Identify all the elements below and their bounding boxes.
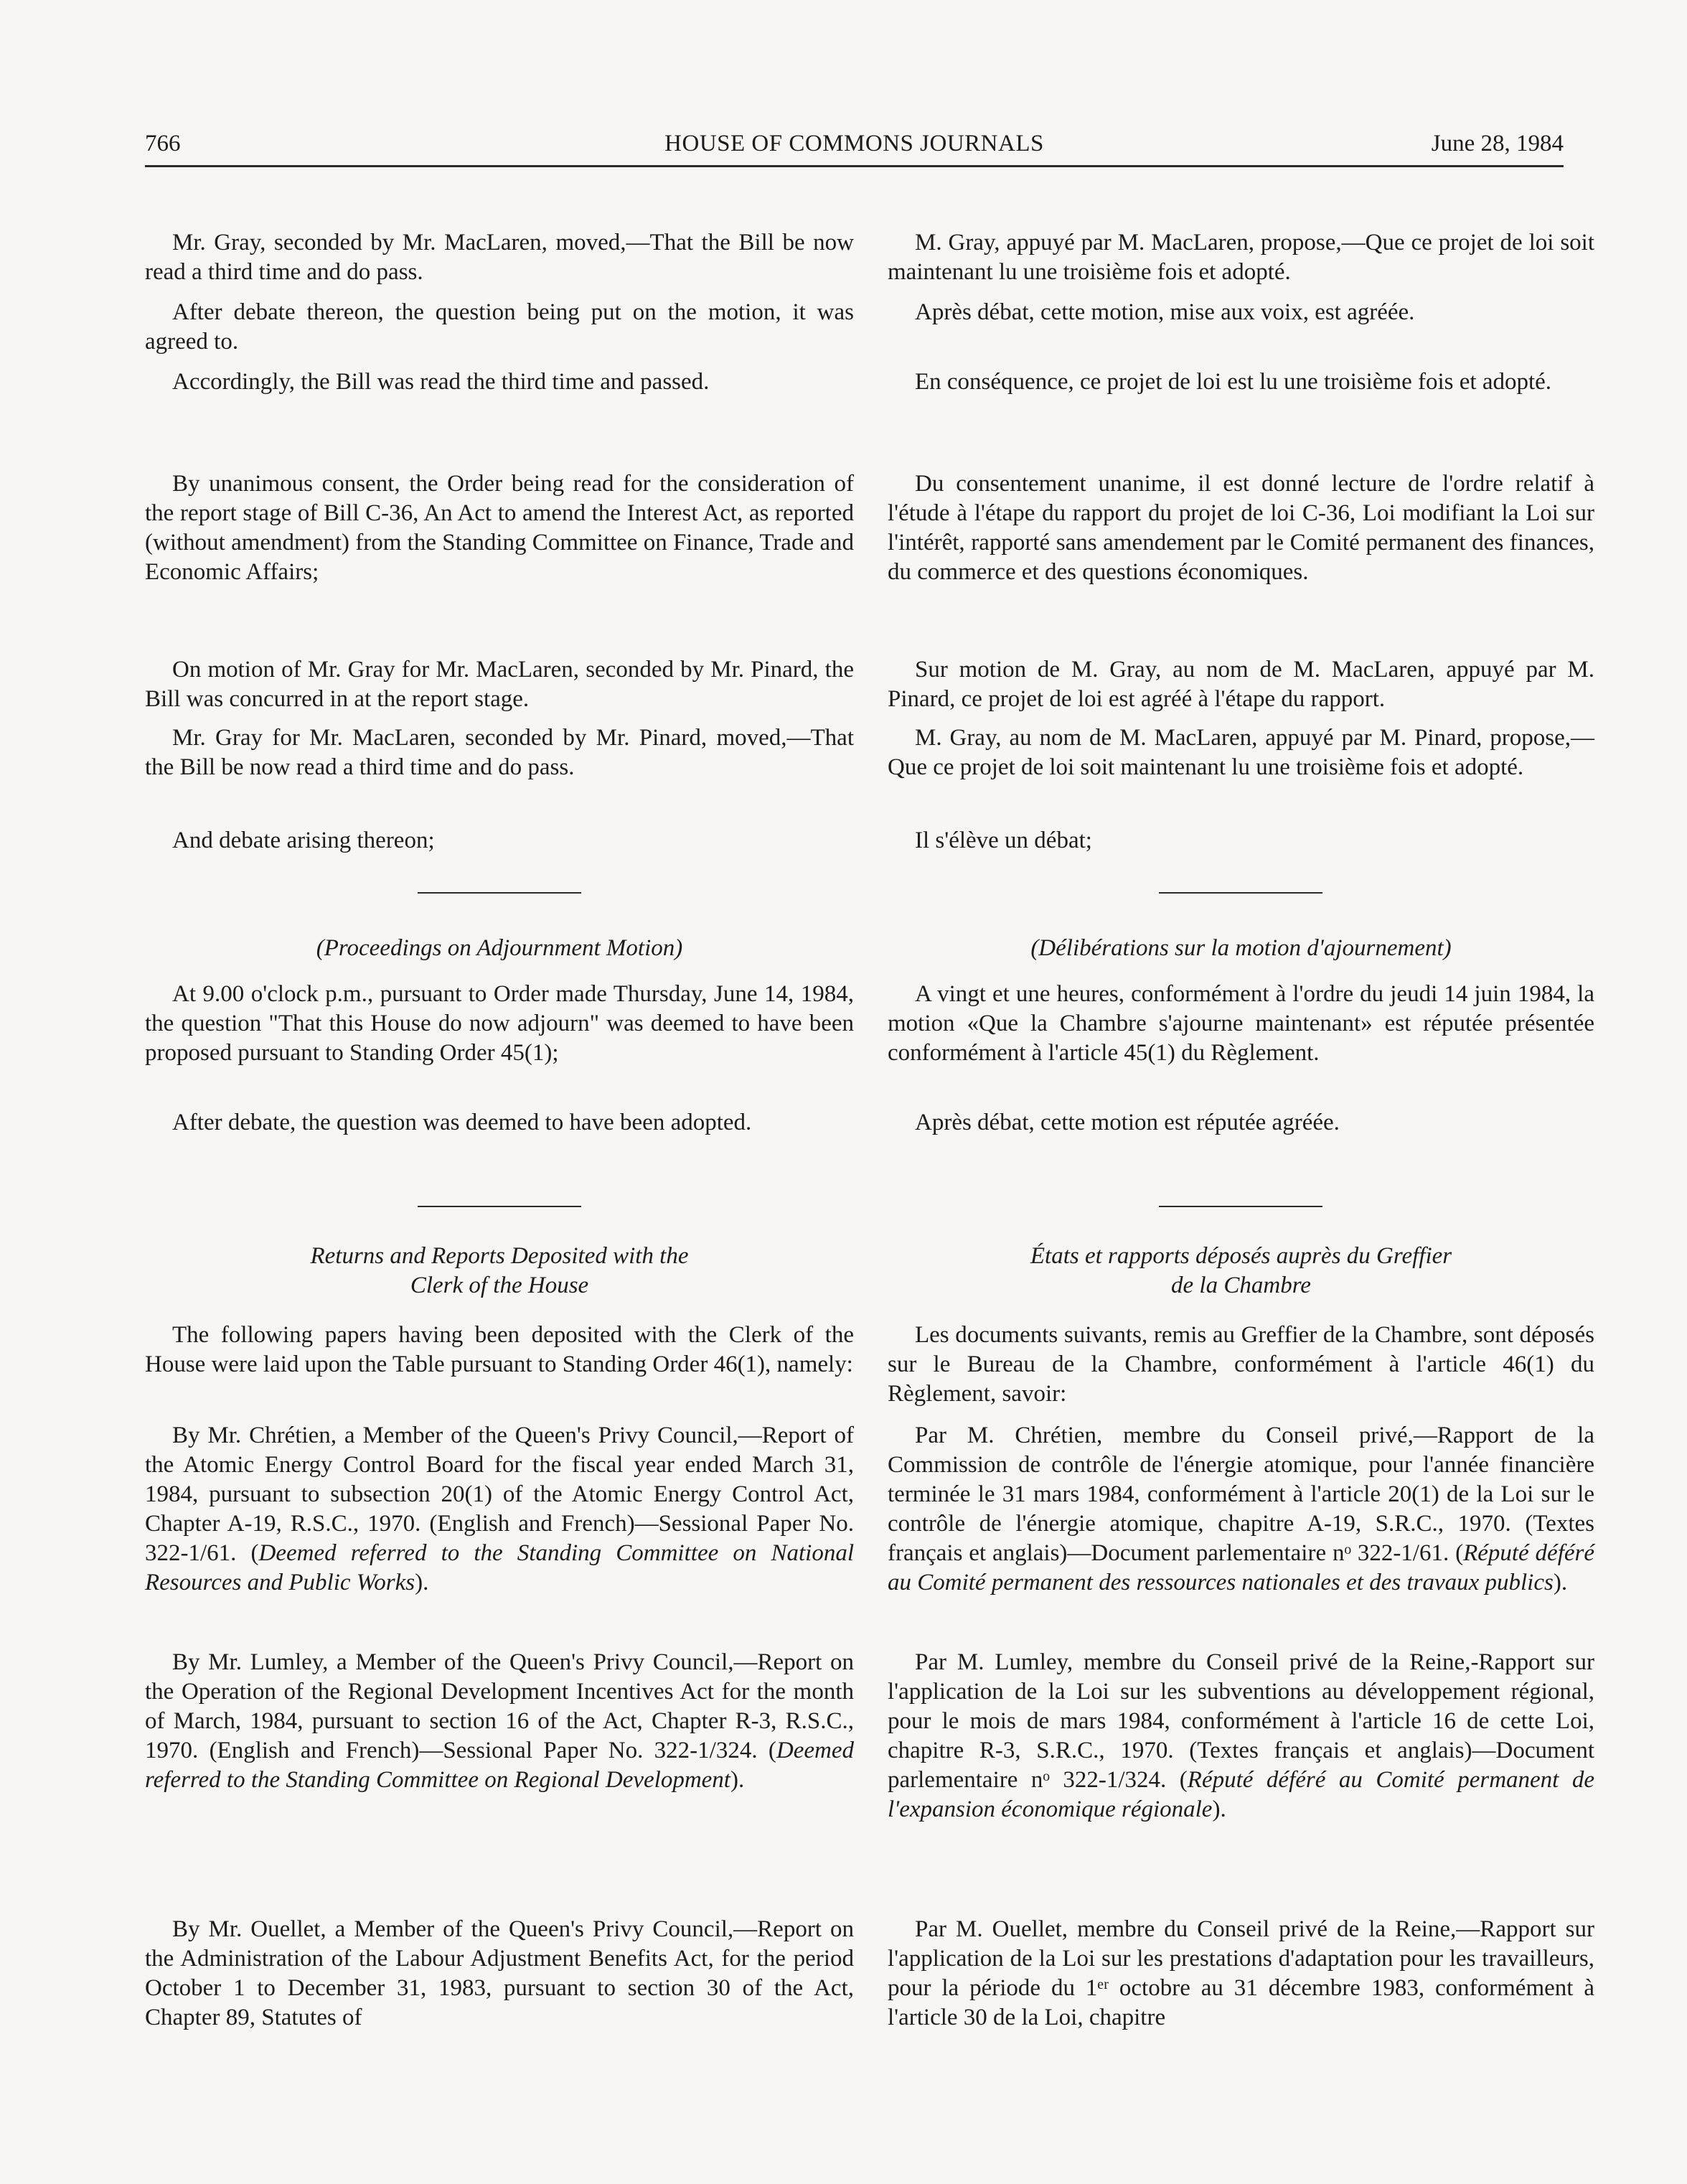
fr-adjournment-adopted: Après débat, cette motion est réputée agréée. xyxy=(915,1110,1340,1135)
en-adjournment-heading: (Proceedings on Adjournment Motion) xyxy=(316,935,683,961)
en-lumley-report: By Mr. Lumley, a Member of the Queen's Privy Council,—Report on the Operation of the Regional Development Incentives Act for the month of March, 1984, pursuant to section 16 of the Act, Chapter R-3, R.S.C., 1970. (English and French)—Sessional Paper No. 322-1/324. (Deemed referred to the Standing Committee on Regional Development). xyxy=(145,1649,854,1793)
fr-returns-heading-line2: de la Chambre xyxy=(1171,1273,1311,1298)
section-divider xyxy=(1159,892,1322,894)
en-lumley-referral: Deemed referred to the Standing Committee on Regional Development xyxy=(145,1738,854,1793)
en-chretien-report: By Mr. Chrétien, a Member of the Queen's Privy Council,—Report of the Atomic Energy Control Board for the fiscal year ended March 31, 1984, pursuant to subsection 20(1) of the Atomic Energy Control Act, Chapter A-19, R.S.C., 1970. (English and French)—Sessional Paper No. 322-1/61. (Deemed referred to the Standing Committee on National Resources and Public Works). xyxy=(145,1423,854,1595)
en-papers-deposited: The following papers having been deposited with the Clerk of the House were laid upon the Table pursuant to Standing Order 46(1), namely: xyxy=(145,1322,854,1377)
page-number: 766 xyxy=(145,131,181,156)
journal-title: HOUSE OF COMMONS JOURNALS xyxy=(664,131,1044,156)
en-third-reading-motion-2: Mr. Gray for Mr. MacLaren, seconded by Mr. Pinard, moved,—That the Bill be now read a third time and do pass. xyxy=(145,725,854,780)
fr-adjournment-proceedings: A vingt et une heures, conformément à l'ordre du jeudi 14 juin 1984, la motion «Que la Chambre s'ajourne maintenant» est réputée présentée conformément à l'article 45(1) du Règlement. xyxy=(888,981,1594,1066)
en-adjournment-proceedings: At 9.00 o'clock p.m., pursuant to Order made Thursday, June 14, 1984, the question "That this House do now adjourn" was deemed to have been proposed pursuant to Standing Order 45(1); xyxy=(145,981,854,1066)
en-bill-passed: Accordingly, the Bill was read the third time and passed. xyxy=(172,369,710,395)
fr-report-stage-concurrence: Sur motion de M. Gray, au nom de M. MacLaren, appuyé par M. Pinard, ce projet de loi est agréé à l'étape du rapport. xyxy=(888,657,1594,712)
fr-third-reading-motion: M. Gray, appuyé par M. MacLaren, propose,—Que ce projet de loi soit maintenant lu une troisième fois et adopté. xyxy=(888,230,1594,285)
fr-third-reading-motion-2: M. Gray, au nom de M. MacLaren, appuyé par M. Pinard, propose,—Que ce projet de loi soit maintenant lu une troisième fois et adopté. xyxy=(888,725,1594,780)
section-divider xyxy=(418,892,581,894)
fr-adjournment-heading: (Délibérations sur la motion d'ajournement) xyxy=(1030,935,1452,961)
fr-returns-heading-line1: États et rapports déposés auprès du Greffier xyxy=(1030,1243,1452,1269)
fr-chretien-report: Par M. Chrétien, membre du Conseil privé,—Rapport de la Commission de contrôle de l'énergie atomique, pour l'année financière terminée le 31 mars 1984, conformément à l'article 20(1) de la Loi sur le contrôle de l'énergie atomique, chapitre A-19, S.R.C., 1970. (Textes français et anglais)—Document parlementaire nᵒ 322-1/61. (Réputé déféré au Comité permanent des ressources nationales et des travaux publics). xyxy=(888,1423,1595,1595)
en-chretien-referral: Deemed referred to the Standing Committee on National Resources and Public Works xyxy=(145,1540,854,1595)
page-header xyxy=(145,128,1564,167)
section-divider xyxy=(418,1206,581,1207)
en-returns-heading-line1: Returns and Reports Deposited with the xyxy=(310,1243,689,1269)
en-ouellet-report: By Mr. Ouellet, a Member of the Queen's Privy Council,—Report on the Administration of the Labour Adjustment Benefits Act, for the period October 1 to December 31, 1983, pursuant to section 30 of the Act, Chapter 89, Statutes of xyxy=(145,1916,854,2030)
fr-bill-passed: En conséquence, ce projet de loi est lu une troisième fois et adopté. xyxy=(915,369,1552,395)
en-bill-c36-order: By unanimous consent, the Order being read for the consideration of the report stage of Bill C-36, An Act to amend the Interest Act, as reported (without amendment) from the Standing Committee on Finance, Trade and Economic Affairs; xyxy=(145,471,855,585)
fr-chretien-referral: Réputé déféré au Comité permanent des ressources nationales et des travaux publics xyxy=(888,1540,1595,1595)
fr-lumley-referral: Réputé déféré au Comité permanent de l'expansion économique régionale xyxy=(888,1767,1594,1822)
fr-bill-c36-order: Du consentement unanime, il est donné lecture de l'ordre relatif à l'étude à l'étape du rapport du projet de loi C-36, Loi modifiant la Loi sur l'intérêt, rapporté sans amendement par le Comité permanent des finances, du commerce et des questions économiques. xyxy=(888,471,1594,585)
fr-ouellet-report: Par M. Ouellet, membre du Conseil privé de la Reine,—Rapport sur l'application de la Loi sur les prestations d'adaptation pour les travailleurs, pour la période du 1ᵉʳ octobre au 31 décembre 1983, conformément à l'article 30 de la Loi, chapitre xyxy=(888,1916,1594,2030)
fr-debate-arising: Il s'élève un débat; xyxy=(915,828,1092,853)
journal-date: June 28, 1984 xyxy=(1431,131,1564,156)
en-report-stage-concurrence: On motion of Mr. Gray for Mr. MacLaren, seconded by Mr. Pinard, the Bill was concurred in at the report stage. xyxy=(145,657,854,712)
en-third-reading-motion: Mr. Gray, seconded by Mr. MacLaren, moved,—That the Bill be now read a third time and do pass. xyxy=(145,230,854,285)
fr-lumley-report: Par M. Lumley, membre du Conseil privé de la Reine,-Rapport sur l'application de la Loi sur les subventions au développement régional, pour le mois de mars 1984, conformément à l'article 16 de cette Loi, chapitre R-3, S.R.C., 1970. (Textes français et anglais)—Document parlementaire nᵒ 322-1/324. (Réputé déféré au Comité permanent de l'expansion économique régionale). xyxy=(888,1649,1594,1822)
en-debate-arising: And debate arising thereon; xyxy=(172,828,435,853)
fr-motion-agreed: Après débat, cette motion, mise aux voix, est agréée. xyxy=(915,299,1415,325)
en-motion-agreed: After debate thereon, the question being put on the motion, it was agreed to. xyxy=(145,299,854,355)
section-divider xyxy=(1159,1206,1322,1207)
en-returns-heading-line2: Clerk of the House xyxy=(410,1273,589,1298)
en-adjournment-adopted: After debate, the question was deemed to have been adopted. xyxy=(172,1110,752,1135)
fr-papers-deposited: Les documents suivants, remis au Greffier de la Chambre, sont déposés sur le Bureau de la Chambre, conformément à l'article 46(1) du Règlement, savoir: xyxy=(888,1322,1594,1407)
